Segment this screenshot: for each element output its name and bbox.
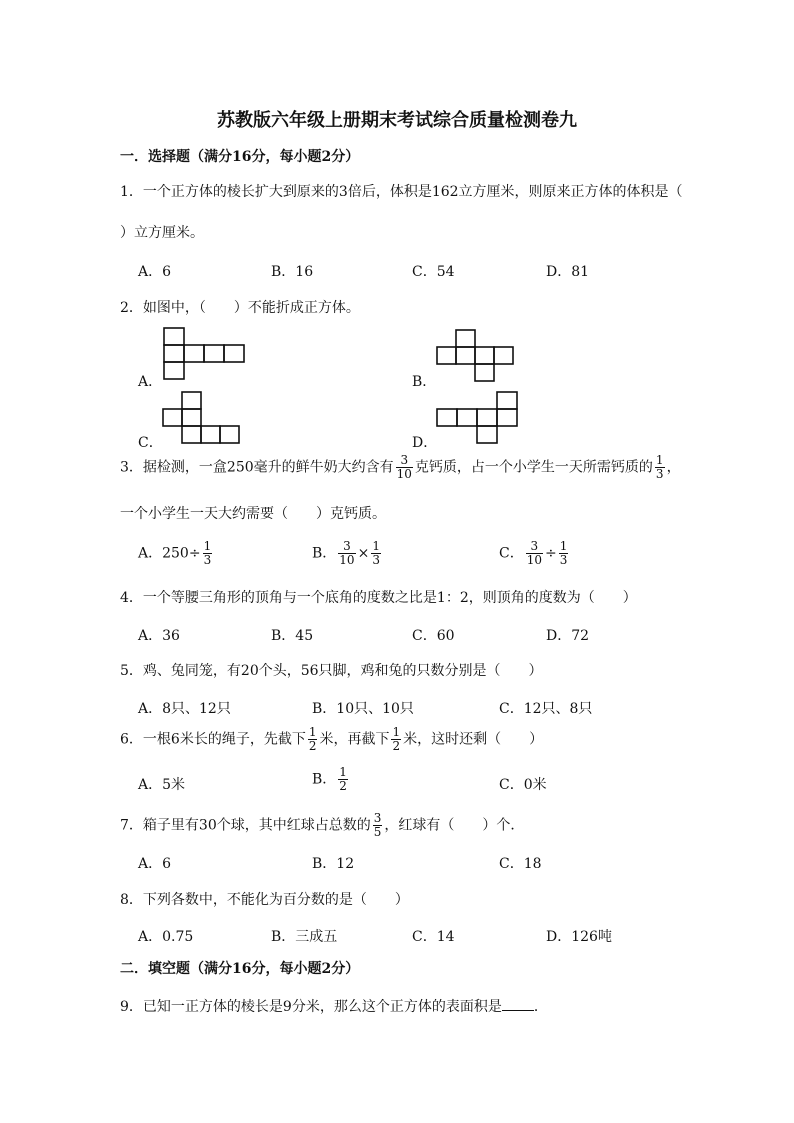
fraction [338,766,348,793]
question-7-stem [120,812,524,839]
fraction [371,540,381,567]
denominator: 3 [203,553,212,567]
fraction [559,540,569,567]
fraction-1-2 [391,726,401,753]
denominator: 10 [339,553,355,567]
question-3-option-b [312,540,383,567]
question-7-option-c: C．18 [499,856,542,872]
numerator: 3 [338,540,355,554]
numerator: 1 [559,539,568,553]
operator: ÷ [545,545,557,562]
numerator: 3 [396,454,413,468]
denominator: 10 [396,467,412,481]
fraction [203,540,213,567]
numerator: 3 [373,811,382,825]
question-6-stem [120,726,543,753]
question-5-text: 5．鸡、兔同笼，有20个头，56只脚，鸡和兔的只数分别是（ [120,663,501,679]
question-2-stem [120,297,360,317]
cube-net-b [436,328,518,382]
denominator: 2 [339,779,347,793]
denominator: 2 [308,739,317,753]
numerator: 1 [308,725,317,739]
question-8-option-b: B．三成五 [271,929,338,945]
numerator: 3 [526,540,543,554]
question-8-option-c: C．14 [412,929,455,945]
question-7-text-pre: 7．箱子里有30个球，其中红球占总数的 [120,817,371,834]
question-7-option-a: A．6 [138,856,172,872]
denominator: 5 [373,825,382,839]
question-4-text: 4．一个等腰三角形的顶角与一个底角的度数之比是1：2，则顶角的度数为（ [120,590,595,606]
cube-net-c [162,390,244,444]
question-2-label-a: A． [138,374,163,390]
cube-net-d [436,390,520,444]
numerator: 1 [655,453,664,467]
question-4-option-a: A．36 [138,628,180,644]
question-4-option-b: B．45 [271,628,314,644]
option-b-text: B． [312,771,337,788]
question-5-close: ） [528,663,543,679]
fraction [338,540,355,567]
question-1-option-d: D．81 [546,264,590,280]
question-1-line-2: ）立方厘米。 [120,225,204,241]
question-2-label-d: D． [412,435,438,451]
question-1-option-a: A．6 [138,264,172,280]
option-b-text: B． [312,545,337,562]
cube-net-a [160,326,246,382]
denominator: 10 [526,553,542,567]
question-2-label-b: B． [412,374,437,390]
numerator: 1 [372,539,380,553]
question-5-option-c: C．12只、8只 [499,701,593,717]
question-9-stem [120,996,548,1016]
fraction-1-2 [308,726,318,753]
question-4-option-d: D．72 [546,628,590,644]
question-1-line-1: 1．一个正方体的棱长扩大到原来的3倍后，体积是162立方厘米，则原来正方体的体积是（ [120,184,683,200]
section-heading-fill: 二．填空题（满分16分，每小题2分） [120,961,360,977]
question-6-option-b [312,766,350,793]
question-3-line-2 [120,503,386,523]
question-6-text-post: 米，这时还剩（ [403,731,502,748]
question-1-option-b: B．16 [271,264,314,280]
question-7-option-b: B．12 [312,856,355,872]
fraction-1-3 [655,454,665,481]
question-3-line-2-a: 一个小学生一天大约需要（ [120,506,288,522]
question-2-text-b: ）不能折成正方体。 [233,300,360,316]
question-5-stem [120,660,543,680]
numerator: 1 [339,765,347,779]
question-8-option-d: D．126吨 [546,929,612,945]
question-3-line-1 [120,454,681,481]
question-7-close: ）个． [482,817,525,834]
question-4-option-c: C．60 [412,628,455,644]
fraction-3-5 [373,812,383,839]
question-9-end: ． [533,999,548,1015]
question-3-option-a [138,540,214,567]
denominator: 3 [372,553,380,567]
question-2-text-a: 2．如图中，（ [120,300,206,316]
question-6-close: ） [529,731,544,748]
question-3-text-pre: 3．据检测，一盒250毫升的鲜牛奶大约含有 [120,459,394,476]
option-c-text: C． [499,545,524,562]
question-8-option-a: A．0.75 [138,929,194,945]
fraction [526,540,543,567]
question-3-text-post: ， [666,459,681,476]
page-title: 苏教版六年级上册期末考试综合质量检测卷九 [217,110,577,131]
question-5-option-b: B．10只、10只 [312,701,414,717]
fraction-3-10 [396,454,413,481]
question-9-text: 9．已知一正方体的棱长是9分米，那么这个正方体的表面积是 [120,999,502,1015]
question-8-text: 8．下列各数中，不能化为百分数的是（ [120,892,367,908]
question-6-text-mid: 米，再截下 [319,731,390,748]
operator: × [357,545,370,562]
answer-blank[interactable] [502,998,534,1011]
question-5-option-a: A．8只、12只 [138,701,231,717]
question-4-close: ） [622,590,637,606]
option-a-text: A．250÷ [138,545,201,562]
question-4-stem [120,587,637,607]
denominator: 3 [559,553,568,567]
question-6-text-pre: 6．一根6米长的绳子，先截下 [120,731,306,748]
question-1-option-c: C．54 [412,264,455,280]
question-2-label-c: C． [138,435,163,451]
numerator: 1 [392,725,401,739]
question-8-stem [120,889,409,909]
question-6-option-c: C．0米 [499,777,547,793]
section-heading-choice: 一．选择题（满分16分，每小题2分） [120,149,360,165]
denominator: 2 [392,739,401,753]
question-6-option-a: A．5米 [138,777,186,793]
question-8-close: ） [394,892,409,908]
question-3-option-c [499,540,570,567]
question-3-text-mid: 克钙质，占一个小学生一天所需钙质的 [414,459,653,476]
question-3-line-2-b: ）克钙质。 [316,506,386,522]
question-7-text-post: ，红球有（ [384,817,455,834]
numerator: 1 [203,539,212,553]
denominator: 3 [655,467,664,481]
